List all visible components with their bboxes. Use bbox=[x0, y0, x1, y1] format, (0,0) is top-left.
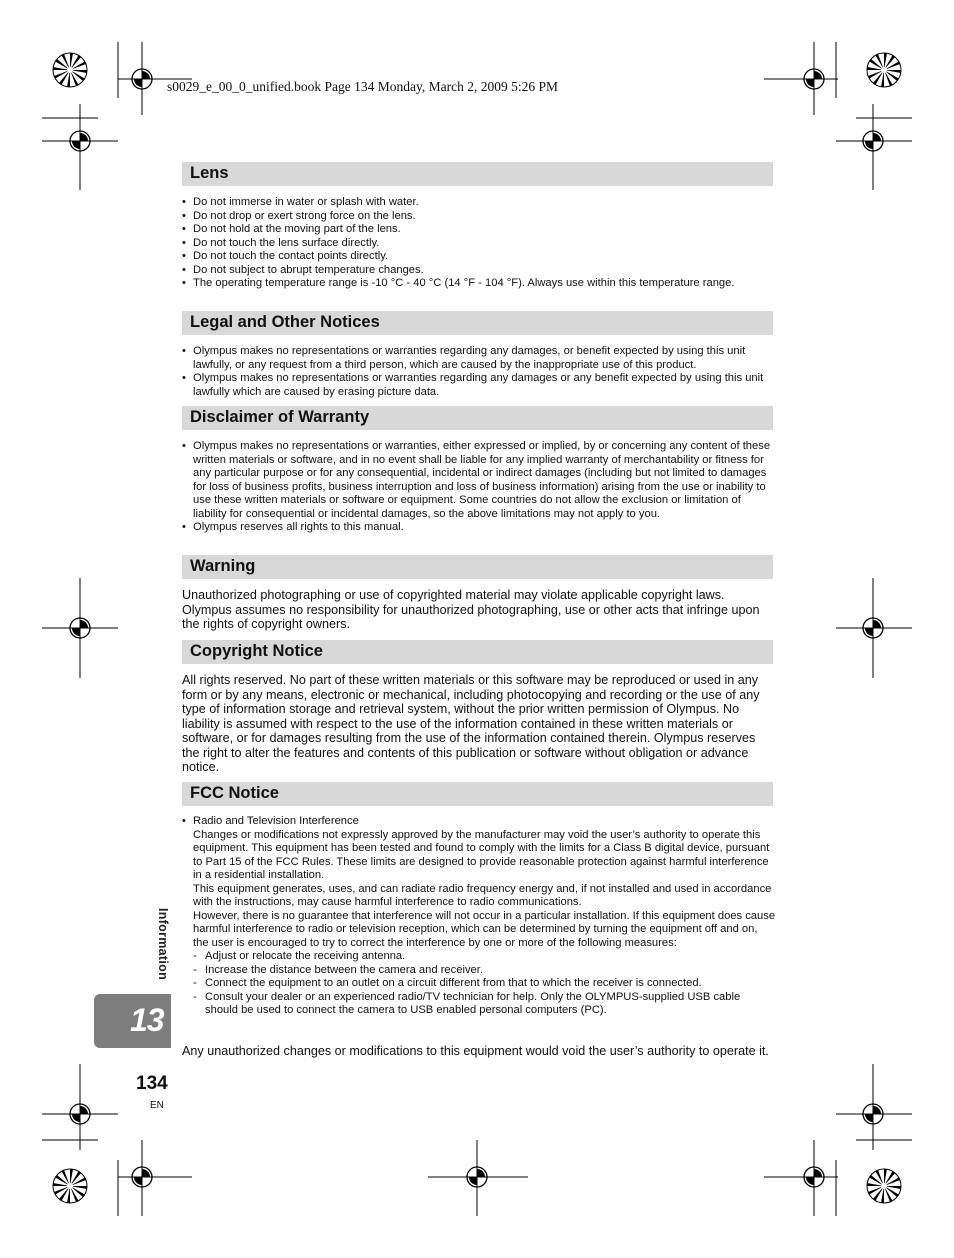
lens-list bbox=[182, 196, 776, 291]
warning-text: Unauthorized photographing or use of copyrighted material may violate applicable copyright laws. Olympus assumes no responsibility for unauthorized photographing, use or other acts that infringe upon the rights of copyright owners. bbox=[182, 588, 760, 631]
list-item: • Do not touch the contact points directly. bbox=[182, 250, 776, 264]
list-item: - Consult your dealer or an experienced radio/TV technician for help. Only the OLYMPUS-supplied USB cable should be used to connect the camera to USB enabled personal computers (PC). bbox=[193, 991, 776, 1018]
fcc-closing: Any unauthorized changes or modifications to this equipment would void the user’s authority to operate it. bbox=[182, 1044, 769, 1058]
fcc-paragraph: This equipment generates, uses, and can radiate radio frequency energy and, if not installed and used in accordance with the instructions, may cause harmful interference to radio communications. bbox=[193, 882, 772, 908]
list-item: • Olympus makes no representations or warranties, either expressed or implied, by or concerning any content of these written materials or software, and in no event shall be liable for any implied warranty of merchantability or fitness for any particular purpose or for any consequential, incidental or indirect damages (including but not limited to damages for loss of business profits, business interruption and loss of business information) arising from the use or inability to use these written materials or software or equipment. Some countries do not allow the exclusion or limitation of liability for consequential or incidental damages, so the above limitations may not apply to you. bbox=[182, 440, 776, 521]
disclaimer-list bbox=[182, 440, 776, 535]
section-heading-disclaimer bbox=[182, 406, 773, 430]
star-target-bottom-right bbox=[867, 1169, 901, 1203]
fcc-measures bbox=[193, 950, 776, 1018]
fcc-paragraph: Changes or modifications not expressly approved by the manufacturer may void the user’s authority to operate this equipment. This equipment has been tested and found to comply with the limits for a Class B digital device, pursuant to Part 15 of the FCC Rules. These limits are designed to provide reasonable protection against harmful interference in a residential installation. bbox=[193, 828, 770, 881]
section-heading-lens bbox=[182, 162, 773, 186]
section-heading-legal bbox=[182, 311, 773, 335]
list-item: - Adjust or relocate the receiving antenna. bbox=[193, 950, 776, 964]
fcc-item bbox=[182, 815, 776, 1018]
star-target-top-left bbox=[53, 53, 87, 87]
chapter-tab bbox=[94, 994, 171, 1048]
section-title: FCC Notice bbox=[190, 784, 279, 802]
section-heading-warning bbox=[182, 555, 773, 579]
list-item: - Connect the equipment to an outlet on a circuit different from that to which the receiver is connected. bbox=[193, 977, 776, 991]
section-title: Legal and Other Notices bbox=[190, 313, 380, 331]
fcc-item-title: • Radio and Television Interference bbox=[193, 815, 359, 827]
list-item: • Do not immerse in water or splash with water. bbox=[182, 196, 776, 210]
section-title: Copyright Notice bbox=[190, 642, 323, 660]
list-item: • Olympus makes no representations or warranties regarding any damages, or benefit expected by using this unit lawfully, or any request from a third person, which are caused by the inappropriate use of this product. bbox=[182, 345, 776, 372]
list-item: • Do not hold at the moving part of the lens. bbox=[182, 223, 776, 237]
list-item: - Increase the distance between the camera and receiver. bbox=[193, 964, 776, 978]
list-item: • Olympus makes no representations or warranties regarding any damages or any benefit expected by using this unit lawfully which are caused by erasing picture data. bbox=[182, 372, 776, 399]
list-item: • Olympus reserves all rights to this manual. bbox=[182, 521, 776, 535]
section-title: Warning bbox=[190, 557, 256, 575]
legal-list bbox=[182, 345, 776, 399]
chapter-label bbox=[150, 908, 174, 998]
chapter-number: 13 bbox=[130, 1002, 164, 1038]
section-title: Lens bbox=[190, 164, 229, 182]
section-title: Disclaimer of Warranty bbox=[190, 408, 370, 426]
section-heading-copyright bbox=[182, 640, 773, 664]
chapter-label-text: Information bbox=[156, 908, 170, 981]
star-target-bottom-left bbox=[53, 1169, 87, 1203]
copyright-text: All rights reserved. No part of these written materials or this software may be reproduced or used in any form or by any means, electronic or mechanical, including photocopying and recording or the use of any type of information storage and retrieval system, without the prior written permission of Olympus. No liability is assumed with respect to the use of the information contained in these written materials or software, or for damages resulting from the use of the information contained therein. Olympus reserves the right to alter the features and contents of this publication or software without obligation or advance notice. bbox=[182, 673, 760, 774]
list-item: • Do not drop or exert strong force on the lens. bbox=[182, 210, 776, 224]
fcc-notice bbox=[182, 815, 776, 1018]
language-code: EN bbox=[150, 1100, 164, 1111]
section-heading-fcc bbox=[182, 782, 773, 806]
file-header: s0029_e_00_0_unified.book Page 134 Monday, March 2, 2009 5:26 PM bbox=[167, 79, 558, 94]
fcc-paragraph: However, there is no guarantee that interference will not occur in a particular installation. If this equipment does cause harmful interference to radio or television reception, which can be determined by turning the equipment off and on, the user is encouraged to try to correct the interference by one or more of the following measures: bbox=[193, 909, 776, 949]
list-item: • Do not touch the lens surface directly. bbox=[182, 237, 776, 251]
star-target-top-right bbox=[867, 53, 901, 87]
list-item: • The operating temperature range is -10 °C - 40 °C (14 °F - 104 °F). Always use within this temperature range. bbox=[182, 277, 776, 291]
list-item: • Do not subject to abrupt temperature changes. bbox=[182, 264, 776, 278]
page-number: 134 bbox=[136, 1073, 168, 1094]
